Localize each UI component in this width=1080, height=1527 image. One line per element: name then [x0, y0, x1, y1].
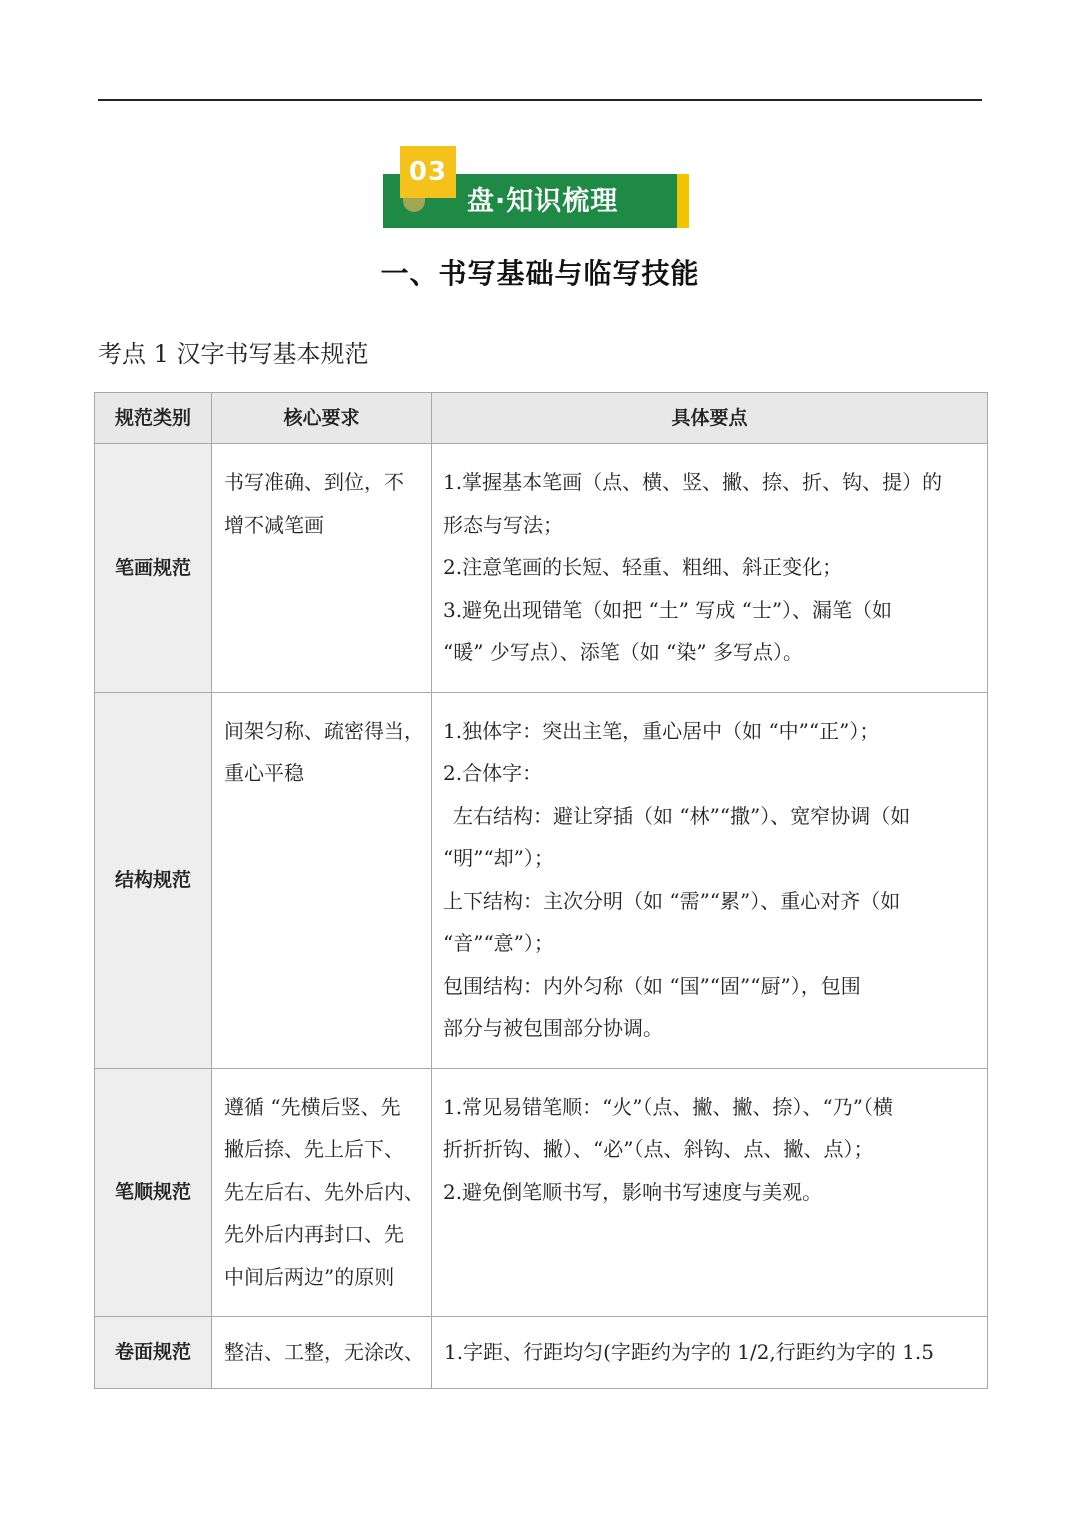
- row-points: [432, 692, 988, 1068]
- requirement-line: 增不减笔画: [224, 512, 324, 537]
- point-line: 1.字距、行距均匀(字距约为字的 1/2,行距约为字的 1.5: [444, 1340, 934, 1364]
- requirement-line: 中间后两边”的原则: [224, 1264, 395, 1289]
- requirement-line: 重心平稳: [224, 761, 304, 785]
- requirement-line: 遵循 “先横后竖、先: [224, 1094, 401, 1119]
- point-line: 上下结构：主次分明（如 “需”“累”）、重心对齐（如: [443, 888, 901, 913]
- table-row: [95, 692, 988, 1068]
- point-line: “音”“意”）；: [443, 931, 554, 955]
- header-requirement: 核心要求: [212, 393, 432, 444]
- table-header-row: [95, 393, 988, 444]
- banner-title: 盘·知识梳理: [467, 186, 619, 217]
- point-line: 1.独体字：突出主笔，重心居中（如 “中”“正”）；: [443, 718, 880, 743]
- table-row: [95, 1317, 988, 1389]
- row-category: 笔画规范: [95, 444, 212, 693]
- point-line: 2.合体字：: [443, 761, 543, 785]
- requirement-line: 先外后内再封口、先: [224, 1222, 404, 1246]
- header-points: 具体要点: [432, 393, 988, 444]
- banner-accent-edge: [677, 174, 689, 228]
- banner-number: 03: [400, 146, 456, 198]
- row-requirement: [212, 1068, 432, 1317]
- row-requirement: [212, 1317, 432, 1389]
- point-line: 形态与写法；: [443, 512, 563, 537]
- row-points: [432, 1068, 988, 1317]
- row-category: 卷面规范: [95, 1317, 212, 1389]
- row-category: 笔顺规范: [95, 1068, 212, 1317]
- table-row: [95, 444, 988, 693]
- point-line: 部分与被包围部分协调。: [443, 1016, 663, 1040]
- requirement-line: 撇后捺、先上后下、: [224, 1137, 404, 1161]
- point-line: 1.常见易错笔顺：“火”（点、撇、撇、捺）、“乃”（横: [443, 1094, 893, 1119]
- row-requirement: [212, 692, 432, 1068]
- table-row: [95, 1068, 988, 1317]
- point-line: 1.掌握基本笔画（点、横、竖、撇、捺、折、钩、提）的: [443, 470, 943, 494]
- section-title: 一、书写基础与临写技能: [380, 257, 700, 290]
- row-points: [432, 1317, 988, 1389]
- standards-table: [94, 392, 988, 1389]
- point-line: 3.避免出现错笔（如把 “土” 写成 “士”）、漏笔（如: [443, 597, 893, 622]
- point-line: 包围结构：内外匀称（如 “国”“固”“厨”），包围: [443, 973, 861, 998]
- row-requirement: [212, 444, 432, 693]
- header-category: 规范类别: [95, 393, 212, 444]
- header-rule: [98, 99, 982, 101]
- point-line: “明”“却”）；: [443, 846, 554, 870]
- requirement-line: 书写准确、到位，不: [224, 470, 404, 494]
- row-category: 结构规范: [95, 692, 212, 1068]
- requirement-line: 先左后右、先外后内、: [224, 1179, 424, 1204]
- row-points: [432, 444, 988, 693]
- point-line: 折折折钩、撇）、“必”（点、斜钩、点、撇、点）；: [443, 1137, 874, 1161]
- section-banner: [383, 146, 689, 228]
- point-line: “暖” 少写点）、添笔（如 “染” 多写点）。: [443, 640, 803, 664]
- point-line: 2.避免倒笔顺书写，影响书写速度与美观。: [443, 1179, 823, 1204]
- point-line: 2.注意笔画的长短、轻重、粗细、斜正变化；: [443, 555, 843, 579]
- point-line: 左右结构：避让穿插（如 “林”“撒”）、宽窄协调（如: [453, 803, 911, 828]
- requirement-line: 整洁、工整，无涂改、: [224, 1340, 424, 1364]
- requirement-line: 间架匀称、疏密得当，: [224, 718, 424, 743]
- point-title: 考点 1 汉字书写基本规范: [98, 340, 369, 368]
